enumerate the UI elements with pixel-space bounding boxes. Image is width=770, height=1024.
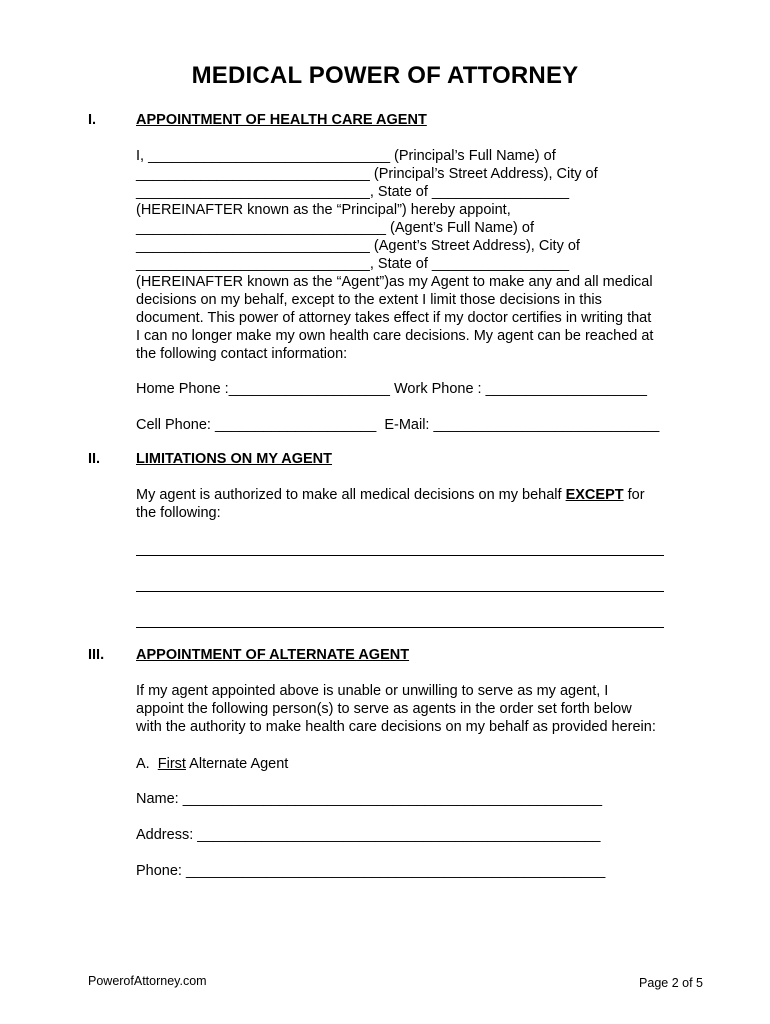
section-1-heading: APPOINTMENT OF HEALTH CARE AGENT [136, 112, 427, 128]
section-1-line-6: _____________________________ (Agent’s Street Address), City of [136, 238, 580, 254]
alternate-name-field[interactable]: Name: ____________________________________________________ [136, 791, 603, 807]
alt-suffix: Alternate Agent [185, 756, 289, 772]
section-2-text-after: for [623, 487, 645, 503]
section-1-line-11: I can no longer make my own health care decisions. My agent can be reached at [136, 328, 654, 344]
section-1-line-10: document. This power of attorney takes effect if my doctor certifies in writing that [136, 310, 652, 326]
section-1-number: I. [88, 112, 97, 128]
alt-prefix: A. [136, 756, 158, 772]
section-2-text-line-2: the following: [136, 505, 221, 521]
alternate-address-field[interactable]: Address: __________________________________________________ [136, 827, 601, 843]
alt-first: First [157, 756, 186, 772]
section-2-heading: LIMITATIONS ON MY AGENT [136, 451, 333, 467]
home-work-phone-field[interactable]: Home Phone :____________________ Work Phone : ____________________ [136, 381, 647, 397]
section-1-line-4: (HEREINAFTER known as the “Principal”) hereby appoint, [136, 202, 511, 218]
footer-page-number: Page 2 of 5 [639, 976, 703, 990]
limitation-blank-line-3[interactable] [136, 627, 664, 628]
section-3-number: III. [88, 647, 105, 663]
section-1-line-12: the following contact information: [136, 346, 348, 362]
limitation-blank-line-2[interactable] [136, 591, 664, 592]
section-1-line-8: (HEREINAFTER known as the “Agent”)as my Agent to make any and all medical [136, 274, 653, 290]
section-1-line-7: _____________________________, State of _________________ [136, 256, 570, 272]
except-emphasis: EXCEPT [565, 487, 624, 503]
section-3-line-1: If my agent appointed above is unable or unwilling to serve as my agent, I [136, 683, 609, 699]
section-2-text-line-1 [136, 486, 645, 504]
section-1-line-9: decisions on my behalf, except to the extent I limit those decisions in this [136, 292, 602, 308]
section-2-number: II. [88, 451, 101, 467]
footer-site: PowerofAttorney.com [88, 974, 207, 988]
section-1-line-1: I, ______________________________ (Principal’s Full Name) of [136, 148, 556, 164]
section-3-line-3: with the authority to make health care decisions on my behalf as provided herein: [136, 719, 656, 735]
section-3-heading: APPOINTMENT OF ALTERNATE AGENT [136, 647, 410, 663]
section-2-text-before: My agent is authorized to make all medical decisions on my behalf [136, 487, 566, 503]
document-title: MEDICAL POWER OF ATTORNEY [191, 62, 579, 89]
cell-email-field[interactable]: Cell Phone: ____________________ E-Mail: ____________________________ [136, 417, 660, 433]
section-1-line-3: _____________________________, State of _________________ [136, 184, 570, 200]
first-alternate-agent-label [136, 755, 288, 773]
alternate-phone-field[interactable]: Phone: ____________________________________________________ [136, 863, 606, 879]
section-1-line-5: _______________________________ (Agent’s Full Name) of [136, 220, 534, 236]
section-1-line-2: _____________________________ (Principal’s Street Address), City of [136, 166, 598, 182]
limitation-blank-line-1[interactable] [136, 555, 664, 556]
section-3-line-2: appoint the following person(s) to serve as agents in the order set forth below [136, 701, 632, 717]
